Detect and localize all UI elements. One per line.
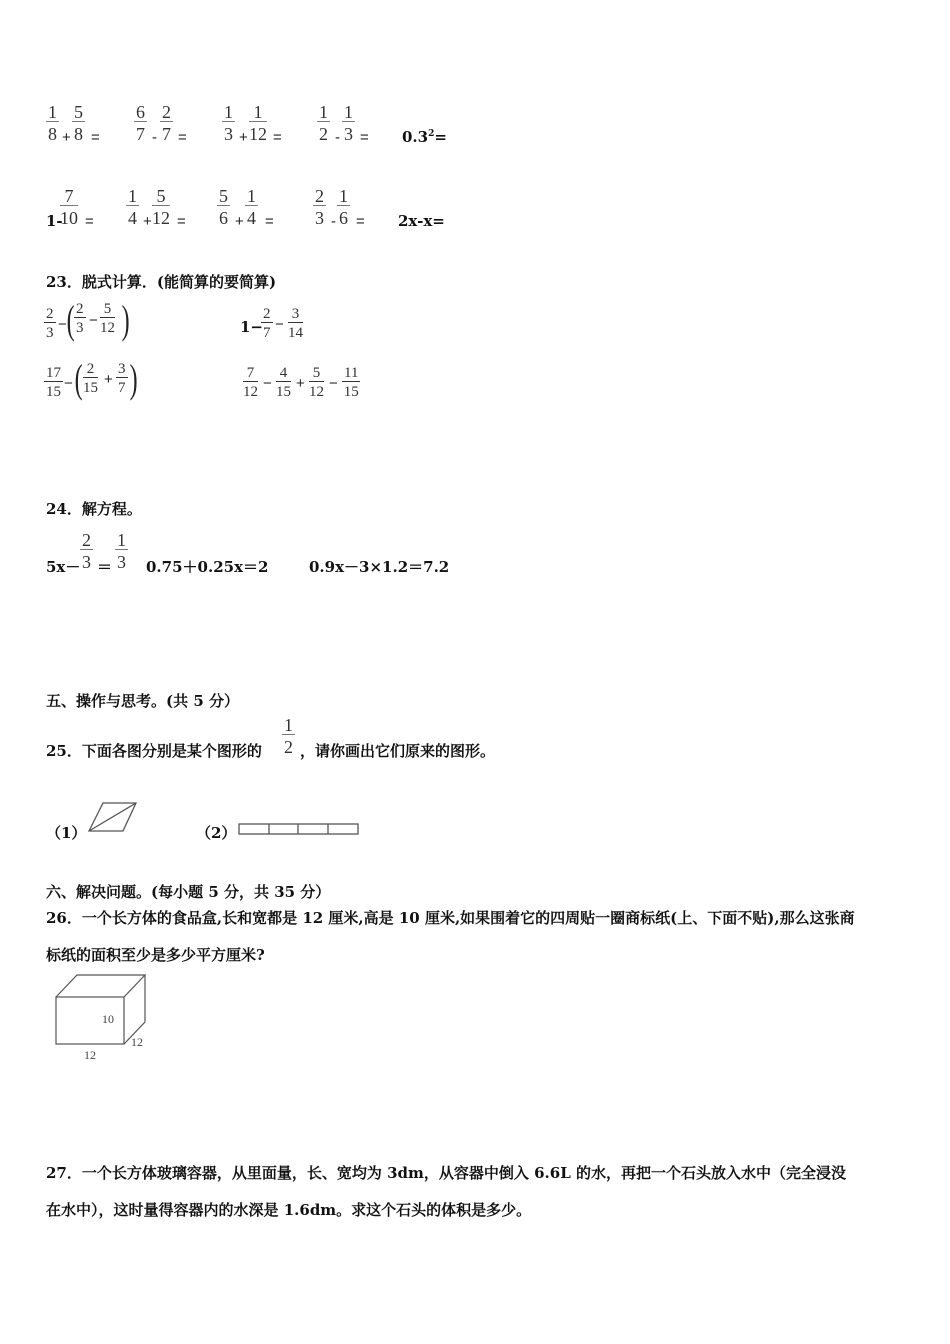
fraction: $\frac{1}{3}$: [224, 102, 233, 144]
operator: -: [152, 129, 157, 146]
q23-title: 23．脱式计算．(能简算的要简算): [46, 273, 277, 291]
fraction: $\frac{5}{12}$: [309, 365, 324, 400]
operator: -: [335, 129, 340, 146]
fraction: $\frac{5}{12}$: [100, 301, 115, 336]
q24-equation3: 0.9x－3×1.2＝7.2: [309, 558, 450, 576]
fraction: $\frac{5}{12}$: [152, 186, 170, 228]
fraction: $\frac{1}{12}$: [249, 102, 267, 144]
operator: −: [89, 312, 98, 329]
fraction: $\frac{5}{6}$: [219, 186, 228, 228]
prefix: 5x－: [46, 558, 81, 576]
operator: +: [104, 371, 113, 388]
equals-sign: =: [265, 213, 274, 230]
fraction: $\frac{2}{3}$: [76, 301, 84, 336]
fraction: $\frac{1}{2}$: [284, 715, 293, 757]
equals-sign: =: [356, 213, 365, 230]
fraction: $\frac{11}{15}$: [343, 365, 359, 400]
left-paren: (: [74, 356, 83, 401]
q27-text-line1: 27．一个长方体玻璃容器，从里面量，长、宽均为 3dm，从容器中倒入 6.6L 的水，再把一个石头放入水中（完全浸没: [46, 1164, 846, 1182]
fraction: $\frac{2}{3}$: [315, 186, 324, 228]
fraction: $\frac{3}{14}$: [288, 306, 303, 341]
equals-sign: =: [178, 129, 187, 146]
fraction: $\frac{2}{3}$: [46, 306, 54, 341]
equals-sign: ＝: [97, 558, 113, 576]
operator: +: [239, 129, 248, 146]
q25-text-suffix: ，请你画出它们原来的图形。: [300, 742, 496, 760]
figure1-label: （1）: [46, 824, 87, 842]
height-label: 10: [102, 1012, 114, 1026]
row1-expr5: $0.3^2=$: [402, 128, 447, 146]
left-paren: (: [66, 297, 75, 342]
fraction: $\frac{1}{3}$: [117, 530, 126, 572]
half-shape-triangles: [86, 801, 140, 835]
row2-expr5: 2x-x=: [398, 212, 445, 230]
operator: +: [143, 213, 152, 230]
prefix: 1−: [240, 318, 264, 336]
q27-text-line2: 在水中），这时量得容器内的水深是 1.6dm。求这个石头的体积是多少。: [46, 1201, 532, 1219]
q25-text-prefix: 25．下面各图分别是某个图形的: [46, 742, 262, 760]
right-paren: ): [121, 297, 130, 342]
right-paren: ): [129, 356, 138, 401]
fraction: $\frac{1}{4}$: [247, 186, 256, 228]
fraction: $\frac{1}{4}$: [128, 186, 137, 228]
fraction: $\frac{7}{12}$: [243, 365, 258, 400]
fraction: $\frac{2}{7}$: [263, 306, 271, 341]
prefix: 1-: [46, 212, 63, 230]
q26-text-line1: 26．一个长方体的食品盒,长和宽都是 12 厘米,高是 10 厘米,如果围着它的四周贴一圈商标纸(上、下面不贴),那么这张商: [46, 909, 855, 927]
equals-sign: =: [91, 129, 100, 146]
operator: −: [263, 375, 272, 392]
operator: +: [235, 213, 244, 230]
operator: -: [331, 213, 336, 230]
operator: +: [62, 129, 71, 146]
fraction: $\frac{17}{15}$: [46, 365, 61, 400]
length-label: 12: [84, 1048, 96, 1062]
q24-equation2: 0.75＋0.25x＝2: [146, 558, 269, 576]
operator: −: [64, 375, 73, 392]
equals-sign: =: [360, 129, 369, 146]
fraction: $\frac{1}{8}$: [48, 102, 57, 144]
equals-sign: =: [85, 213, 94, 230]
equals-sign: =: [273, 129, 282, 146]
operator: −: [58, 316, 67, 333]
cuboid-figure: [50, 972, 160, 1064]
fraction: $\frac{4}{15}$: [276, 365, 291, 400]
half-shape-rectangles: [238, 823, 362, 837]
fraction: $\frac{6}{7}$: [136, 102, 145, 144]
fraction: $\frac{1}{6}$: [339, 186, 348, 228]
operator: −: [329, 375, 338, 392]
figure2-label: （2）: [196, 824, 237, 842]
fraction: $\frac{2}{15}$: [83, 361, 98, 396]
fraction: $\frac{1}{2}$: [319, 102, 328, 144]
fraction: $\frac{2}{3}$: [82, 530, 91, 572]
fraction: $\frac{5}{8}$: [74, 102, 83, 144]
q26-text-line2: 标纸的面积至少是多少平方厘米?: [46, 946, 265, 964]
equals-sign: =: [177, 213, 186, 230]
section5-title: 五、操作与思考。(共 5 分）: [46, 692, 239, 710]
section6-title: 六、解决问题。(每小题 5 分，共 35 分）: [46, 883, 331, 901]
operator: −: [275, 316, 284, 333]
q24-title: 24．解方程。: [46, 500, 142, 518]
operator: +: [296, 375, 305, 392]
fraction: $\frac{2}{7}$: [162, 102, 171, 144]
fraction: $\frac{1}{3}$: [344, 102, 353, 144]
fraction: $\frac{3}{7}$: [118, 361, 126, 396]
fraction: $\frac{7}{10}$: [60, 186, 78, 228]
width-label: 12: [131, 1035, 143, 1049]
